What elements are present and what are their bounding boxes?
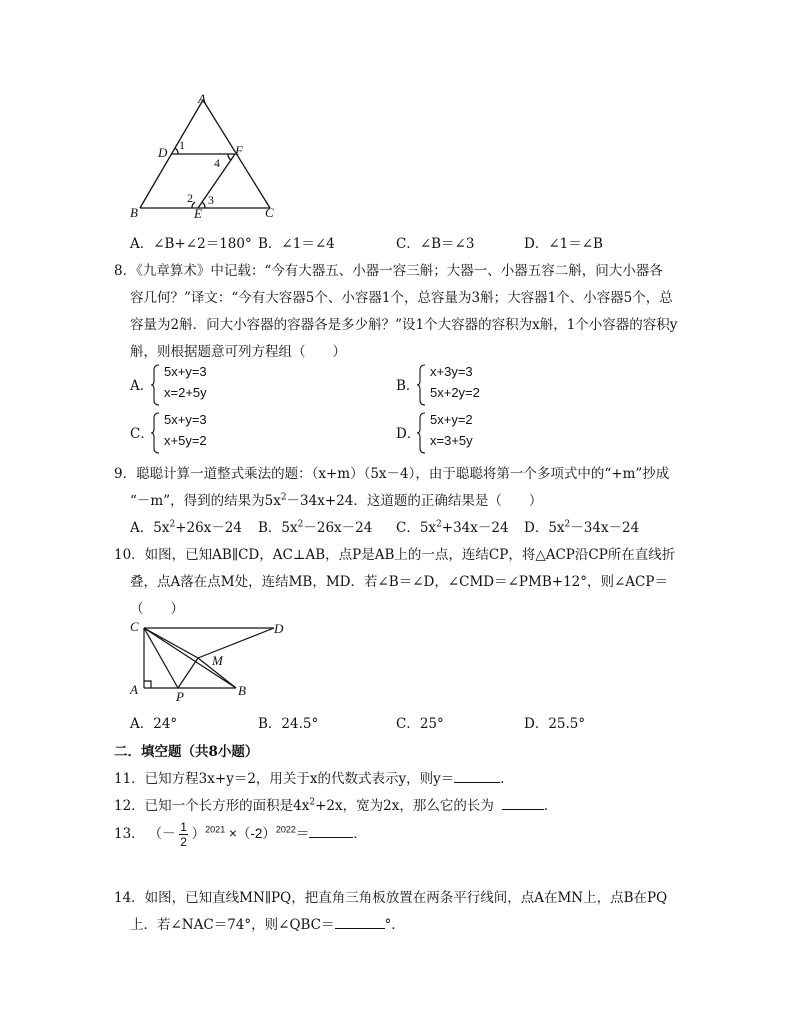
q8-option-a-eq2: x=2+5y [164,385,207,400]
q10-option-a: A．24° [130,716,178,732]
q7-option-d: D．∠1＝∠B [524,236,603,252]
q8-line-1: 8．《九章算术》中记载：“今有大器五、小器一容三斛；大器一、小器五容二斛，问大小器各 [114,263,663,279]
q8-option-d-label: D． [396,426,421,442]
q9-option-d-pre: D．5x [524,520,565,536]
fig7-label-f: F [235,143,243,158]
q13-eq: ＝ [295,826,310,842]
fig7-label-a: A [198,91,206,106]
q8-option-b-label: B． [396,378,420,394]
q9-option-a-pre: A．5x [130,520,170,536]
q13-end: ． [353,826,367,842]
fig7-label-e: E [194,206,202,221]
q8-option-a-eq1: 5x+y=3 [164,364,207,379]
q8-option-b-eq2: 5x+2y=2 [430,385,480,400]
q11-text: 11．已知方程3x+y＝2，用关于x的代数式表示y，则y＝ [114,771,455,787]
q7-option-c: C．∠B＝∠3 [396,236,475,252]
q9-option-b-post: －26x－24 [303,520,373,536]
q7-option-b: B．∠1＝∠4 [258,236,335,252]
q12-exp: 2 [309,797,316,808]
fig10-label-m: M [212,653,223,668]
q14-line-2 [130,913,405,933]
q10-line-1: 10．如图，已知AB∥CD，AC⊥AB，点P是AB上的一点，连结CP，将△ACP沿CP所在直线折 [114,547,676,563]
q8-option-b-eq1: x+3y=3 [430,364,473,379]
fig10-label-c: C [130,619,139,634]
q10-line-2: 叠，点A落在点M处，连结MB，MD．若∠B＝∠D，∠CMD＝∠PMB+12°，则∠ACP＝ [130,574,668,590]
right-angle-mark [144,681,151,688]
q9-option-c-post: +34x－24 [441,520,509,536]
q9-option-c [396,516,509,536]
q14-line-2-text: 上．若∠NAC＝74°，则∠QBC＝ [130,917,335,933]
angle-1-arc [175,148,178,154]
q10-option-b: B．24.5° [258,716,319,732]
q8-line-4: 斛，则根据题意可列方程组（ ） [130,344,346,360]
q11 [114,767,514,787]
q13-exp2: 2022 [275,824,296,835]
brace-icon [150,412,160,454]
fig10-label-a: A [130,682,138,697]
q9-line-2-a: “－m”，得到的结果为5x [130,493,281,509]
fig7-angle-2: 2 [187,191,193,205]
q10-option-d: D．25.5° [524,716,586,732]
q13-blank [309,825,353,838]
q9-option-a-post: +26x－24 [175,520,242,536]
fig7-label-b: B [130,205,138,220]
q14-line-2-end: °． [384,917,405,933]
q13-times: ×（-2） [228,826,276,842]
q12-post: +2x，宽为2x，那么它的长为 [315,798,494,814]
angle-3-arc [202,202,205,208]
q9-option-d-exp: 2 [564,519,571,530]
q8-option-a-label: A． [130,378,154,394]
brace-icon [416,364,426,406]
q9-line-2-exp: 2 [280,492,287,503]
q14-line-1: 14．如图，已知直线MN∥PQ，把直角三角板放置在两条平行线间，点A在MN上，点B在PQ [114,890,668,906]
fig7-label-d: D [158,145,168,160]
brace-icon [416,412,426,454]
q7-option-a: A．∠B+∠2＝180° [130,236,252,252]
q11-blank [454,770,500,783]
fig10-label-d: D [274,621,284,636]
q14-blank [335,916,385,929]
q8-option-c-label: C． [130,426,154,442]
q9-line-1: 9．聪聪计算一道整式乘法的题：（x+m）（5x－4），由于聪聪将第一个多项式中的“+m”抄成 [114,466,670,482]
q9-line-2-c: －34x+24．这道题的正确结果是（ ） [286,493,543,509]
q9-option-d [524,516,639,536]
angle-4-arc [228,154,231,160]
q13-exp1: 2021 [205,824,226,835]
q12-pre: 12．已知一个长方形的面积是4x [114,798,310,814]
segment-md [198,628,274,658]
q8-option-d-eq1: 5x+y=2 [430,412,473,427]
q9-option-c-pre: C．5x [396,520,437,536]
q9-option-b-pre: B．5x [258,520,298,536]
q8-line-3: 容量为2斛．问大小容器的容器各是多少斛？”设1个大容器的容积为x斛，1个小容器的容积y [130,317,678,333]
brace-icon [150,364,160,406]
q8-option-d-eq2: x=3+5y [430,433,473,448]
q8-option-b-system [416,364,536,408]
q12 [114,794,557,814]
q8-option-c-system [150,412,270,456]
q8-option-c-eq1: 5x+y=3 [164,412,207,427]
q8-option-d-system [416,412,536,456]
segment-pm [178,658,198,688]
q8-line-2: 容几何？”译文：“今有大容器5个、小容器1个，总容量为3斛；大容器1个、小容器5个，总 [130,290,673,306]
fig7-label-c: C [265,205,274,220]
q12-end: ． [543,798,558,814]
q13-close: ） [191,826,206,842]
section-2-title: 二．填空题（共8小题） [114,744,259,760]
q9-option-b [258,516,372,536]
q10-line-3: （ ） [130,601,184,617]
q13 [114,820,367,849]
q10-option-c: C．25° [396,716,444,732]
q13-frac-num: 1 [180,820,187,834]
q9-option-c-exp: 2 [436,519,442,530]
q9-option-a-exp: 2 [169,519,176,530]
q13-open: （－ [148,826,176,842]
q8-option-a-system [150,364,270,408]
fig7-angle-4: 4 [214,156,220,170]
q9-line-2 [130,489,542,509]
q10-figure [140,620,280,695]
q13-frac-den: 2 [180,835,187,849]
q7-figure [120,90,290,220]
q12-blank [502,797,544,810]
q9-option-a [130,516,242,536]
fig7-angle-3: 3 [208,193,214,207]
q9-option-b-exp: 2 [297,519,304,530]
fig10-label-b: B [238,683,246,698]
q13-fraction [179,820,188,849]
fig10-label-p: P [176,689,184,704]
fig7-angle-1: 1 [179,138,185,152]
q8-option-c-eq2: x+5y=2 [164,433,207,448]
q11-end: ． [500,771,514,787]
q13-number: 13． [114,826,145,843]
q9-option-d-post: －34x－24 [570,520,640,536]
